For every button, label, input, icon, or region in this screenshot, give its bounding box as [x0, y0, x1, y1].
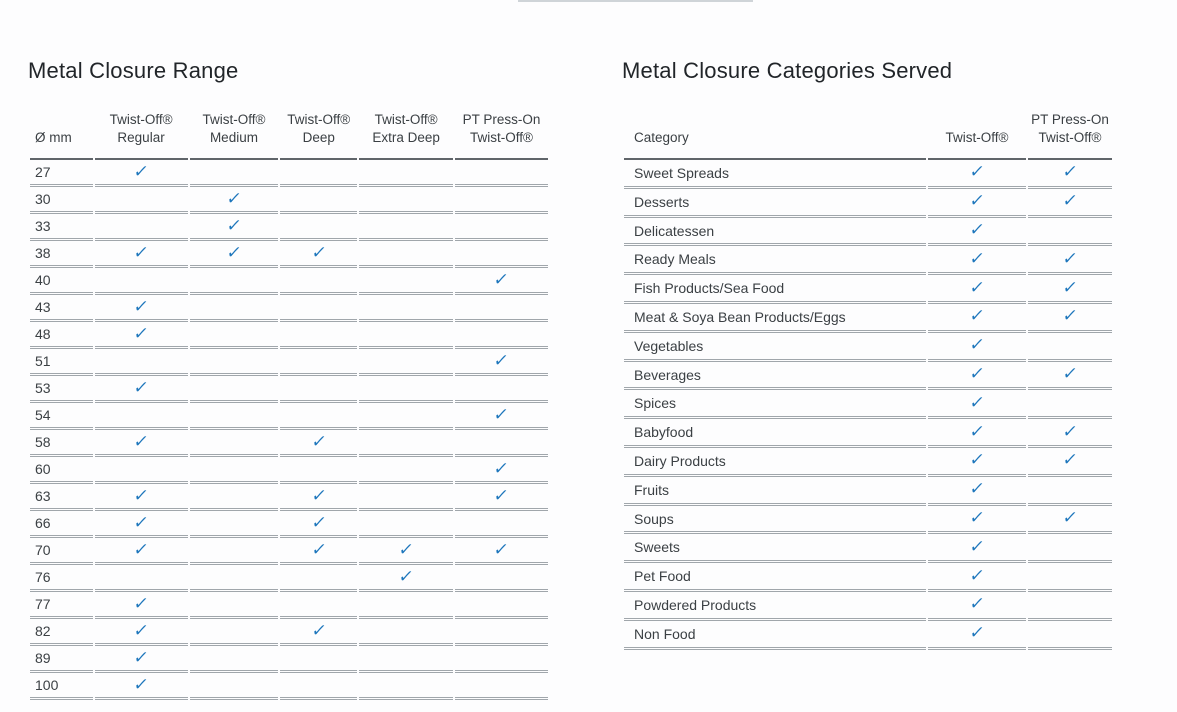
check-cell — [95, 349, 188, 376]
check-cell — [280, 349, 357, 376]
table-row — [624, 218, 1112, 247]
check-cell — [359, 646, 453, 673]
row-label: Powdered Products — [624, 592, 926, 621]
check-cell — [280, 592, 357, 619]
check-cell — [455, 295, 548, 322]
page-title-categories: Metal Closure Categories Served — [622, 58, 953, 83]
row-label: 53 — [30, 376, 93, 403]
check-icon: ✓ — [968, 623, 986, 643]
row-label: 58 — [30, 430, 93, 457]
check-icon: ✓ — [492, 485, 511, 505]
check-cell — [455, 619, 548, 646]
row-label: Soups — [624, 506, 926, 535]
check-icon: ✓ — [132, 161, 150, 181]
check-cell — [280, 457, 357, 484]
check-cell — [280, 484, 357, 511]
column-header-twist-off-deep: Twist-Off® Deep — [280, 105, 357, 160]
header-row — [624, 105, 1112, 160]
check-cell — [1028, 621, 1112, 650]
check-cell — [455, 322, 548, 349]
categories-served-section — [622, 57, 1114, 650]
check-cell — [95, 430, 188, 457]
row-label: 77 — [30, 592, 93, 619]
check-icon: ✓ — [968, 594, 986, 614]
table-row — [30, 268, 548, 295]
table-row — [30, 619, 548, 646]
metal-closure-range-table — [28, 105, 550, 700]
check-cell — [190, 457, 279, 484]
check-cell — [1028, 419, 1112, 448]
table-row — [30, 538, 548, 565]
check-cell — [280, 160, 357, 187]
check-icon: ✓ — [968, 536, 986, 556]
column-header-pt-press-on: PT Press-On Twist-Off® — [455, 105, 548, 160]
check-cell — [455, 214, 548, 241]
check-cell — [1028, 246, 1112, 275]
check-cell — [455, 538, 548, 565]
check-cell — [1028, 534, 1112, 563]
row-label: Delicatessen — [624, 218, 926, 247]
check-cell — [928, 534, 1026, 563]
check-cell — [95, 565, 188, 592]
check-icon: ✓ — [397, 539, 415, 559]
check-icon: ✓ — [132, 431, 150, 451]
check-icon: ✓ — [309, 242, 328, 262]
table-row — [30, 349, 548, 376]
row-label: 33 — [30, 214, 93, 241]
row-label: Babyfood — [624, 419, 926, 448]
check-cell — [359, 403, 453, 430]
row-label: 100 — [30, 673, 93, 700]
row-label: 60 — [30, 457, 93, 484]
page-title-range: Metal Closure Range — [28, 58, 239, 83]
check-icon: ✓ — [309, 539, 328, 559]
check-cell — [95, 214, 188, 241]
check-cell — [928, 218, 1026, 247]
check-cell — [455, 160, 548, 187]
check-icon: ✓ — [132, 377, 150, 397]
check-icon: ✓ — [968, 421, 986, 441]
check-icon: ✓ — [225, 215, 243, 235]
check-cell — [359, 457, 453, 484]
column-header-twist-off: Twist-Off® — [928, 105, 1026, 160]
check-icon: ✓ — [968, 277, 986, 297]
row-label: Dairy Products — [624, 448, 926, 477]
check-cell — [455, 673, 548, 700]
check-cell — [1028, 390, 1112, 419]
categories-served-table — [622, 105, 1114, 650]
check-cell — [359, 295, 453, 322]
check-cell — [455, 187, 548, 214]
row-label: 66 — [30, 511, 93, 538]
check-cell — [928, 621, 1026, 650]
table-row — [624, 304, 1112, 333]
check-cell — [359, 484, 453, 511]
check-cell — [1028, 333, 1112, 362]
row-label: 40 — [30, 268, 93, 295]
table-row — [624, 534, 1112, 563]
check-icon: ✓ — [968, 565, 986, 585]
check-icon: ✓ — [968, 364, 986, 384]
check-icon: ✓ — [492, 458, 511, 478]
check-cell — [190, 214, 279, 241]
table-row — [624, 160, 1112, 189]
column-header-twist-off-regular: Twist-Off® Regular — [95, 105, 188, 160]
row-label: Non Food — [624, 621, 926, 650]
check-cell — [280, 619, 357, 646]
check-cell — [359, 565, 453, 592]
check-icon: ✓ — [1061, 248, 1079, 268]
check-cell — [95, 457, 188, 484]
check-icon: ✓ — [132, 539, 150, 559]
row-label: Vegetables — [624, 333, 926, 362]
table-row — [30, 565, 548, 592]
row-label: 27 — [30, 160, 93, 187]
check-icon: ✓ — [1061, 191, 1079, 211]
check-icon: ✓ — [132, 620, 150, 640]
check-cell — [928, 563, 1026, 592]
check-icon: ✓ — [225, 242, 243, 262]
column-header-diameter: Ø mm — [30, 105, 93, 160]
check-cell — [455, 565, 548, 592]
header-row — [30, 105, 548, 160]
check-cell — [359, 160, 453, 187]
check-cell — [95, 322, 188, 349]
check-icon: ✓ — [132, 485, 150, 505]
table-row — [30, 430, 548, 457]
table-row — [624, 333, 1112, 362]
check-cell — [928, 362, 1026, 391]
table-row — [30, 160, 548, 187]
check-cell — [95, 592, 188, 619]
table-row — [624, 275, 1112, 304]
check-cell — [928, 333, 1026, 362]
check-cell — [455, 484, 548, 511]
table-row — [624, 506, 1112, 535]
check-cell — [928, 477, 1026, 506]
check-icon: ✓ — [225, 188, 243, 208]
check-icon: ✓ — [132, 647, 150, 667]
check-cell — [928, 189, 1026, 218]
check-cell — [190, 430, 279, 457]
check-cell — [280, 295, 357, 322]
check-cell — [190, 484, 279, 511]
check-icon: ✓ — [492, 269, 511, 289]
table-row — [624, 621, 1112, 650]
check-cell — [280, 322, 357, 349]
row-label: 89 — [30, 646, 93, 673]
check-icon: ✓ — [132, 512, 150, 532]
check-icon: ✓ — [492, 350, 511, 370]
check-cell — [455, 349, 548, 376]
metal-closure-range-section — [28, 57, 550, 700]
check-cell — [95, 295, 188, 322]
table-row — [30, 214, 548, 241]
check-cell — [928, 160, 1026, 189]
check-icon: ✓ — [132, 242, 150, 262]
check-cell — [359, 511, 453, 538]
check-cell — [359, 430, 453, 457]
row-label: Fish Products/Sea Food — [624, 275, 926, 304]
check-cell — [928, 592, 1026, 621]
check-cell — [190, 619, 279, 646]
table-row — [624, 189, 1112, 218]
table-row — [30, 484, 548, 511]
check-icon: ✓ — [968, 191, 986, 211]
check-cell — [95, 241, 188, 268]
check-cell — [455, 511, 548, 538]
check-cell — [190, 241, 279, 268]
check-icon: ✓ — [1061, 508, 1079, 528]
check-cell — [95, 160, 188, 187]
row-label: 51 — [30, 349, 93, 376]
table-row — [30, 646, 548, 673]
row-label: 76 — [30, 565, 93, 592]
table-row — [624, 448, 1112, 477]
table-row — [624, 362, 1112, 391]
table-row — [30, 673, 548, 700]
check-cell — [455, 592, 548, 619]
table-row — [30, 322, 548, 349]
row-label: Sweets — [624, 534, 926, 563]
check-cell — [1028, 218, 1112, 247]
check-cell — [190, 673, 279, 700]
check-icon: ✓ — [968, 162, 986, 182]
check-cell — [280, 511, 357, 538]
check-icon: ✓ — [968, 248, 986, 268]
table-row — [30, 295, 548, 322]
row-label: Sweet Spreads — [624, 160, 926, 189]
check-icon: ✓ — [1061, 277, 1079, 297]
table-row — [624, 390, 1112, 419]
table-row — [30, 376, 548, 403]
table-row — [624, 563, 1112, 592]
table-row — [30, 592, 548, 619]
check-cell — [190, 376, 279, 403]
table-row — [624, 477, 1112, 506]
check-icon: ✓ — [1061, 364, 1079, 384]
check-cell — [190, 322, 279, 349]
row-label: 82 — [30, 619, 93, 646]
check-cell — [95, 646, 188, 673]
check-cell — [928, 304, 1026, 333]
row-label: 63 — [30, 484, 93, 511]
check-icon: ✓ — [309, 431, 328, 451]
row-label: Ready Meals — [624, 246, 926, 275]
row-label: 48 — [30, 322, 93, 349]
table-row — [30, 457, 548, 484]
check-cell — [280, 187, 357, 214]
check-icon: ✓ — [1061, 450, 1079, 470]
check-cell — [280, 403, 357, 430]
check-cell — [928, 275, 1026, 304]
check-cell — [455, 430, 548, 457]
check-cell — [359, 241, 453, 268]
check-cell — [1028, 506, 1112, 535]
check-cell — [455, 403, 548, 430]
check-cell — [455, 376, 548, 403]
check-icon: ✓ — [968, 306, 986, 326]
table-row — [30, 403, 548, 430]
check-icon: ✓ — [309, 512, 328, 532]
check-icon: ✓ — [132, 593, 150, 613]
check-cell — [95, 376, 188, 403]
check-icon: ✓ — [492, 404, 511, 424]
check-cell — [455, 457, 548, 484]
check-icon: ✓ — [968, 220, 986, 240]
column-header-twist-off-medium: Twist-Off® Medium — [190, 105, 279, 160]
table-row — [624, 419, 1112, 448]
check-icon: ✓ — [309, 485, 328, 505]
row-label: 54 — [30, 403, 93, 430]
check-cell — [95, 403, 188, 430]
check-cell — [280, 268, 357, 295]
check-icon: ✓ — [1061, 421, 1079, 441]
check-cell — [359, 349, 453, 376]
check-cell — [1028, 563, 1112, 592]
check-icon: ✓ — [968, 335, 986, 355]
check-cell — [928, 506, 1026, 535]
check-cell — [359, 592, 453, 619]
table-row — [30, 187, 548, 214]
check-cell — [359, 376, 453, 403]
check-cell — [455, 268, 548, 295]
check-cell — [359, 673, 453, 700]
row-label: Beverages — [624, 362, 926, 391]
check-cell — [190, 160, 279, 187]
check-cell — [359, 322, 453, 349]
check-cell — [95, 673, 188, 700]
table-row — [624, 592, 1112, 621]
check-cell — [190, 592, 279, 619]
row-label: Pet Food — [624, 563, 926, 592]
check-icon: ✓ — [1061, 306, 1079, 326]
check-cell — [280, 430, 357, 457]
check-icon: ✓ — [397, 566, 415, 586]
check-cell — [95, 511, 188, 538]
check-cell — [280, 646, 357, 673]
check-cell — [359, 268, 453, 295]
check-cell — [280, 565, 357, 592]
check-icon: ✓ — [968, 392, 986, 412]
check-cell — [190, 565, 279, 592]
check-cell — [1028, 304, 1112, 333]
check-cell — [190, 538, 279, 565]
column-header-twist-off-extra-deep: Twist-Off® Extra Deep — [359, 105, 453, 160]
check-cell — [928, 390, 1026, 419]
row-label: Fruits — [624, 477, 926, 506]
check-cell — [1028, 275, 1112, 304]
row-label: 70 — [30, 538, 93, 565]
check-cell — [190, 349, 279, 376]
check-cell — [1028, 189, 1112, 218]
check-cell — [1028, 448, 1112, 477]
top-edge-hairline — [518, 0, 753, 2]
check-cell — [928, 419, 1026, 448]
check-cell — [190, 268, 279, 295]
row-label: 38 — [30, 241, 93, 268]
check-cell — [359, 214, 453, 241]
table-row — [30, 241, 548, 268]
check-icon: ✓ — [132, 674, 150, 694]
row-label: Spices — [624, 390, 926, 419]
check-cell — [359, 187, 453, 214]
check-icon: ✓ — [492, 539, 511, 559]
check-icon: ✓ — [968, 508, 986, 528]
check-cell — [190, 187, 279, 214]
column-header-category: Category — [624, 105, 926, 160]
check-cell — [1028, 477, 1112, 506]
check-icon: ✓ — [309, 620, 328, 640]
column-header-pt-press-on: PT Press-On Twist-Off® — [1028, 105, 1112, 160]
row-label: 43 — [30, 295, 93, 322]
check-cell — [359, 619, 453, 646]
check-cell — [455, 646, 548, 673]
check-cell — [1028, 160, 1112, 189]
check-cell — [190, 511, 279, 538]
check-cell — [928, 448, 1026, 477]
check-cell — [95, 619, 188, 646]
check-cell — [280, 241, 357, 268]
check-cell — [95, 484, 188, 511]
check-cell — [190, 646, 279, 673]
check-cell — [190, 295, 279, 322]
check-cell — [455, 241, 548, 268]
check-cell — [1028, 592, 1112, 621]
check-icon: ✓ — [132, 323, 150, 343]
check-cell — [190, 403, 279, 430]
check-icon: ✓ — [968, 479, 986, 499]
row-label: Meat & Soya Bean Products/Eggs — [624, 304, 926, 333]
check-cell — [280, 376, 357, 403]
table-row — [624, 246, 1112, 275]
row-label: Desserts — [624, 189, 926, 218]
check-cell — [95, 268, 188, 295]
check-icon: ✓ — [132, 296, 150, 316]
check-cell — [95, 538, 188, 565]
check-icon: ✓ — [1061, 162, 1079, 182]
check-cell — [280, 214, 357, 241]
check-cell — [359, 538, 453, 565]
table-row — [30, 511, 548, 538]
check-cell — [280, 673, 357, 700]
check-icon: ✓ — [968, 450, 986, 470]
check-cell — [95, 187, 188, 214]
row-label: 30 — [30, 187, 93, 214]
check-cell — [928, 246, 1026, 275]
check-cell — [1028, 362, 1112, 391]
check-cell — [280, 538, 357, 565]
